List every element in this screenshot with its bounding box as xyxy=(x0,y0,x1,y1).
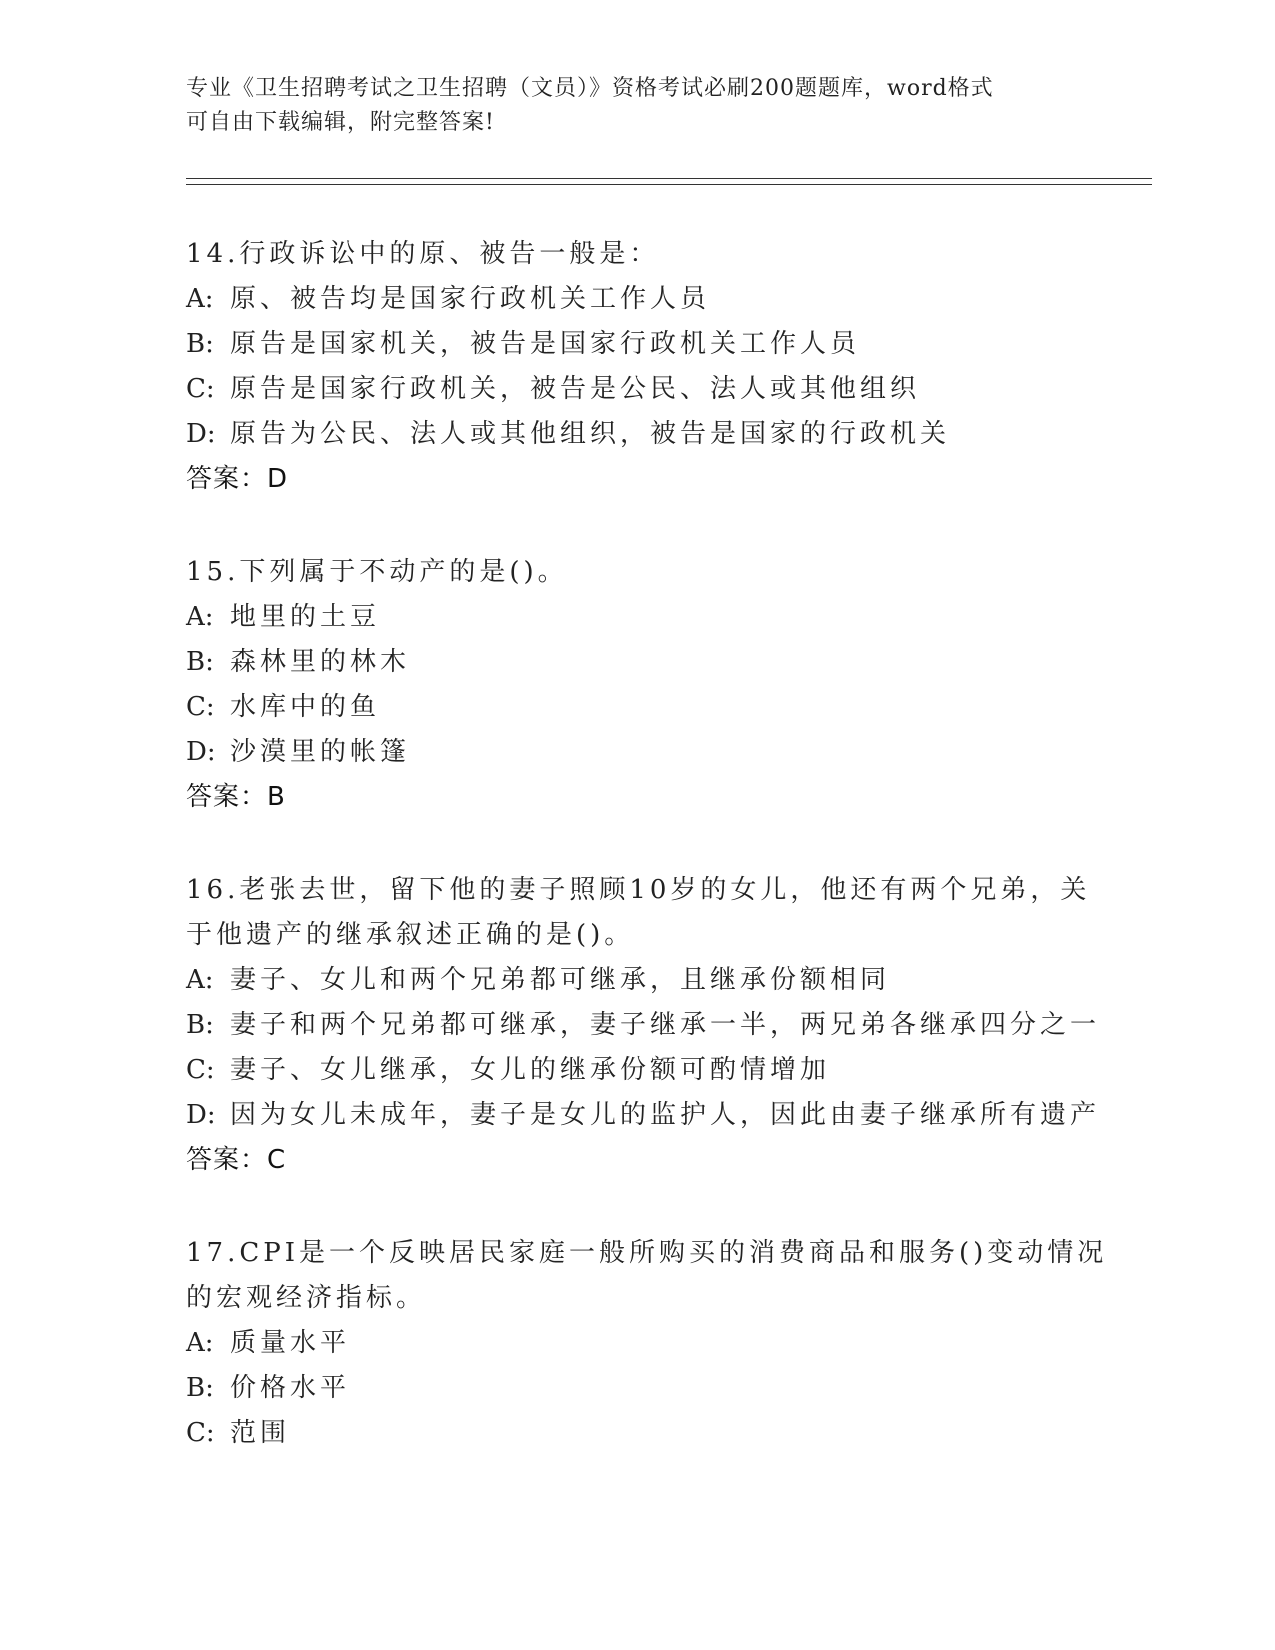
answer-line: 答案：B xyxy=(186,782,286,812)
option-letter: A: xyxy=(186,602,214,632)
option-b xyxy=(186,1366,1086,1411)
option-text: 妻子、女儿和两个兄弟都可继承，且继承份额相同 xyxy=(230,965,891,995)
header-divider xyxy=(186,178,1152,185)
option-text: 因为女儿未成年，妻子是女儿的监护人，因此由妻子继承所有遗产 xyxy=(230,1100,1101,1130)
header-line-1: 专业《卫生招聘考试之卫生招聘（文员）》资格考试必刷200题题库，word格式 xyxy=(186,76,994,101)
question-17 xyxy=(186,1231,1108,1456)
option-letter: C: xyxy=(186,692,215,722)
option-b xyxy=(186,322,1086,367)
option-letter: A: xyxy=(186,1328,214,1358)
option-text: 沙漠里的帐篷 xyxy=(230,737,411,767)
question-list xyxy=(186,232,1108,1504)
question-stem: 14.行政诉讼中的原、被告一般是： xyxy=(186,239,660,269)
option-letter: B: xyxy=(186,329,214,359)
question-stem-continued: 于他遗产的继承叙述正确的是()。 xyxy=(186,920,635,950)
option-letter: D: xyxy=(186,1100,216,1130)
option-text: 原、被告均是国家行政机关工作人员 xyxy=(230,284,711,314)
option-c xyxy=(186,1411,1086,1456)
option-b xyxy=(186,1003,1101,1048)
option-d xyxy=(186,1093,1101,1138)
option-letter: D: xyxy=(186,419,216,449)
answer-line: 答案：C xyxy=(186,1145,287,1175)
document-header xyxy=(186,72,1066,140)
option-c xyxy=(186,367,1086,412)
question-14 xyxy=(186,232,1086,502)
option-text: 价格水平 xyxy=(230,1373,351,1403)
option-d xyxy=(186,412,1086,457)
question-16 xyxy=(186,868,1101,1183)
question-15 xyxy=(186,550,1086,820)
option-text: 水库中的鱼 xyxy=(230,692,381,722)
option-text: 原告是国家行政机关，被告是公民、法人或其他组织 xyxy=(230,374,921,404)
option-c xyxy=(186,1048,1086,1093)
option-letter: B: xyxy=(186,647,214,677)
question-stem: 15.下列属于不动产的是()。 xyxy=(186,557,568,587)
question-stem: 17.CPI是一个反映居民家庭一般所购买的消费商品和服务()变动情况 xyxy=(186,1238,1108,1268)
option-text: 森林里的林木 xyxy=(230,647,411,677)
option-letter: A: xyxy=(186,284,214,314)
option-a xyxy=(186,1321,1086,1366)
option-letter: A: xyxy=(186,965,214,995)
option-letter: C: xyxy=(186,374,215,404)
option-d xyxy=(186,730,1086,775)
option-a xyxy=(186,277,1086,322)
option-text: 原告是国家机关，被告是国家行政机关工作人员 xyxy=(230,329,861,359)
question-stem: 16.老张去世，留下他的妻子照顾10岁的女儿，他还有两个兄弟，关 xyxy=(186,875,1091,905)
option-letter: C: xyxy=(186,1055,215,1085)
option-letter: B: xyxy=(186,1010,214,1040)
header-line-2: 可自由下载编辑，附完整答案! xyxy=(186,110,495,135)
option-text: 范围 xyxy=(230,1418,291,1448)
option-text: 原告为公民、法人或其他组织，被告是国家的行政机关 xyxy=(230,419,951,449)
question-stem-continued: 的宏观经济指标。 xyxy=(186,1283,427,1313)
option-text: 地里的土豆 xyxy=(230,602,381,632)
option-c xyxy=(186,685,1086,730)
option-b xyxy=(186,640,1086,685)
option-letter: B: xyxy=(186,1373,214,1403)
option-letter: C: xyxy=(186,1418,215,1448)
option-text: 妻子、女儿继承，女儿的继承份额可酌情增加 xyxy=(230,1055,831,1085)
option-text: 妻子和两个兄弟都可继承，妻子继承一半，两兄弟各继承四分之一 xyxy=(230,1010,1101,1040)
option-text: 质量水平 xyxy=(230,1328,351,1358)
option-a xyxy=(186,595,1086,640)
answer-line: 答案：D xyxy=(186,464,289,494)
option-a xyxy=(186,958,1086,1003)
option-letter: D: xyxy=(186,737,216,767)
